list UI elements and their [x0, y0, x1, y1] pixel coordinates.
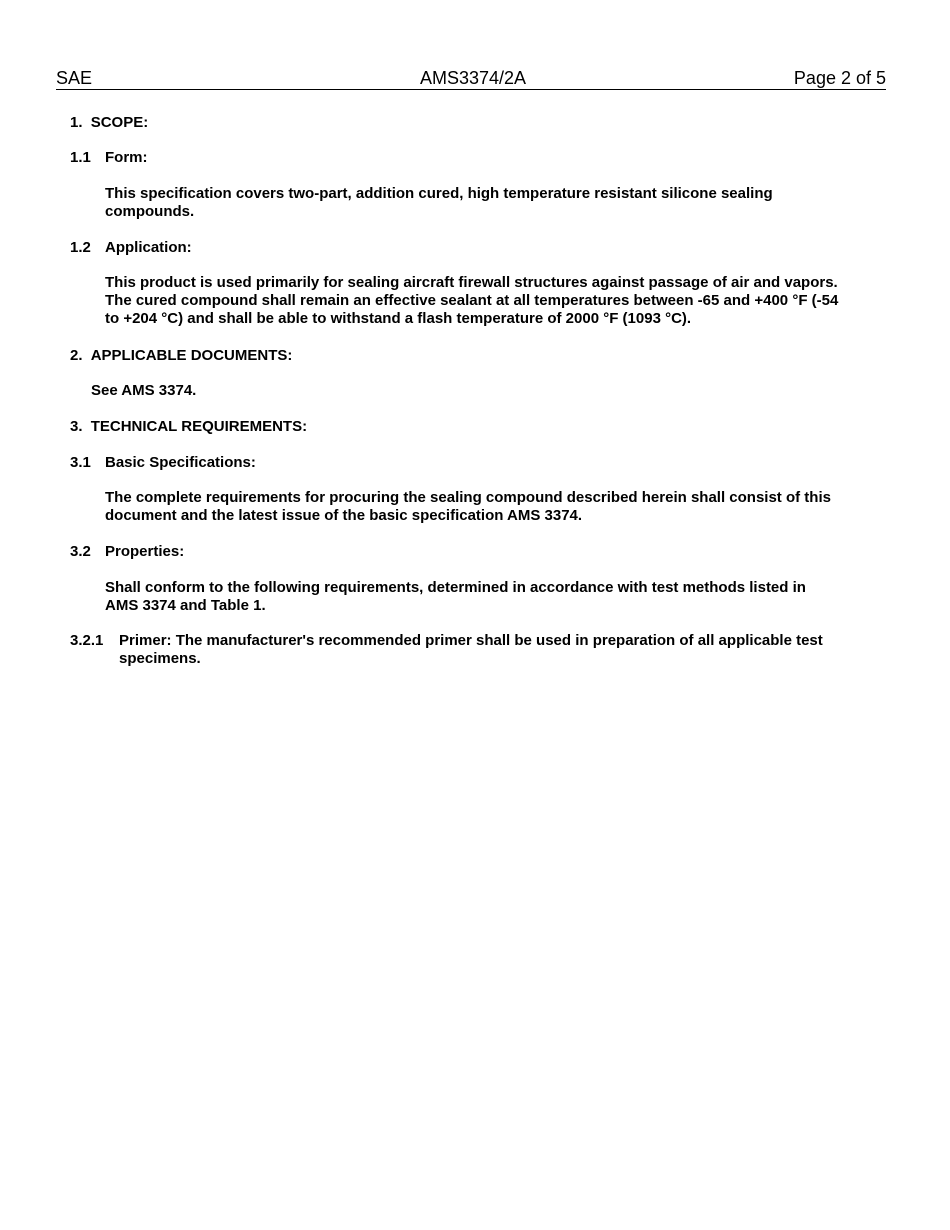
header-org: SAE — [56, 68, 93, 88]
section-number: 1. — [70, 114, 83, 131]
section-2-heading — [70, 347, 292, 365]
section-title: Basic Specifications: — [105, 454, 256, 471]
section-3-1-paragraph: The complete requirements for procuring the sealing compound described herein shall consist of this document and the latest issue of the basic specification AMS 3374. — [105, 489, 831, 524]
section-1-2-paragraph: This product is used primarily for sealing aircraft firewall structures against passage of air and vapors. The cured compound shall remain an effective sealant at all temperatures between -65 and +400 °F (-54 to +204 °C) and shall be able to withstand a flash temperature of 2000 °F (1093 °C). — [105, 274, 839, 327]
section-3-2-paragraph: Shall conform to the following requirements, determined in accordance with test methods listed in AMS 3374 and Table 1. — [105, 579, 806, 614]
section-number: 3.2 — [70, 543, 91, 560]
section-number: 3.1 — [70, 454, 91, 471]
section-3-2-1-paragraph: Primer: The manufacturer's recommended primer shall be used in preparation of all applicable test specimens. — [119, 632, 823, 667]
section-1-1-paragraph: This specification covers two-part, addition cured, high temperature resistant silicone sealing compounds. — [105, 185, 773, 220]
section-number: 2. — [70, 347, 83, 364]
section-title: Application: — [105, 239, 192, 256]
page-header — [56, 67, 886, 90]
section-title: Form: — [105, 149, 148, 166]
section-number: 1.1 — [70, 149, 91, 166]
section-3-heading — [70, 418, 307, 436]
section-title: TECHNICAL REQUIREMENTS: — [90, 418, 308, 435]
section-number: 1.2 — [70, 239, 91, 256]
section-title: APPLICABLE DOCUMENTS: — [90, 347, 293, 364]
section-1-heading — [70, 114, 148, 132]
section-title: Properties: — [105, 543, 185, 560]
header-page-number: Page 2 of 5 — [793, 68, 886, 88]
header-doc-number: AMS3374/2A — [420, 68, 527, 88]
section-title: SCOPE: — [90, 114, 149, 131]
section-2-paragraph: See AMS 3374. — [91, 382, 197, 399]
section-number: 3. — [70, 418, 83, 435]
section-3-2-1-number: 3.2.1 — [70, 632, 104, 649]
